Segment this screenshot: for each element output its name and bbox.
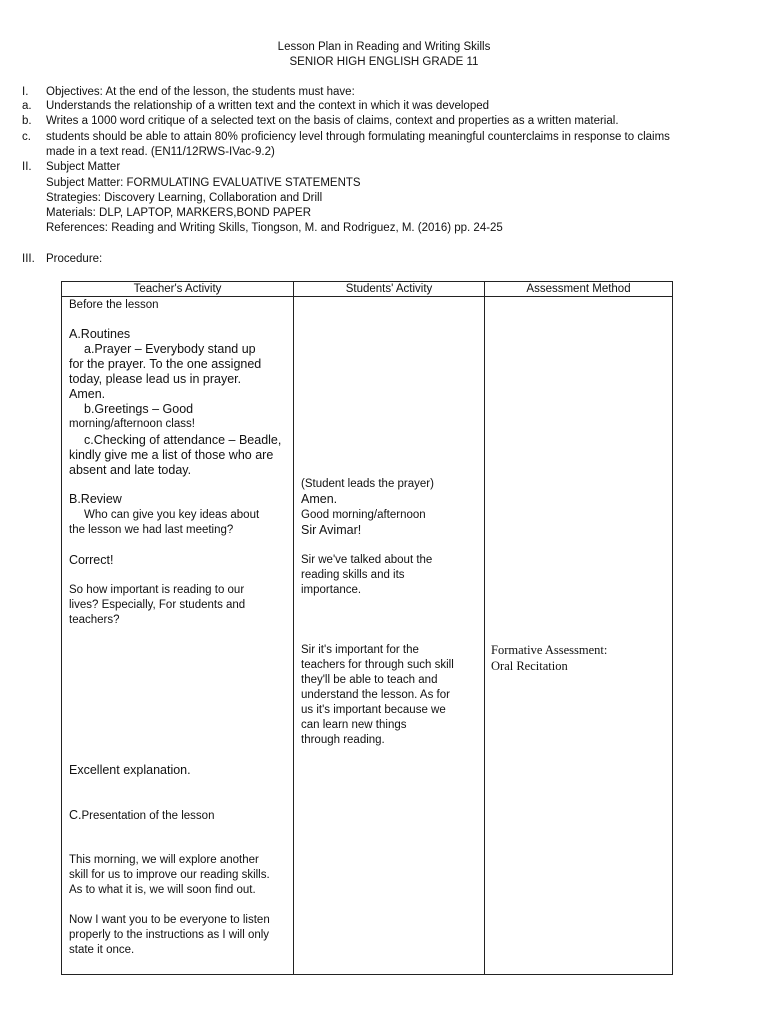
exploration-line: As to what it is, we will soon find out.: [69, 884, 256, 896]
column-header-teacher: Teacher's Activity: [62, 282, 294, 297]
table-header-row: [62, 282, 673, 297]
section-number-procedure: III.: [22, 253, 35, 265]
objective-c: students should be able to attain 80% proficiency level through formulating meaningful counterclaims in response to claims: [46, 131, 670, 143]
student-response-line: Amen.: [301, 492, 338, 506]
student-response-line: (Student leads the prayer): [301, 478, 434, 490]
exploration-line: skill for us to improve our reading skills.: [69, 869, 270, 881]
student-response-line: understand the lesson. As for: [301, 689, 450, 701]
references-line: References: Reading and Writing Skills, Tiongson, M. and Rodriguez, M. (2016) pp. 24-25: [46, 222, 503, 234]
prayer-line: Amen.: [69, 387, 106, 401]
attendance-line: kindly give me a list of those who are: [69, 448, 274, 462]
objective-b: Writes a 1000 word critique of a selected text on the basis of claims, context and properties as a written material.: [46, 115, 619, 127]
student-response-line: importance.: [301, 584, 362, 596]
excellent-text: Excellent explanation.: [69, 763, 191, 777]
student-response-line: teachers for through such skill: [301, 659, 454, 671]
assessment-method-cell: [485, 297, 673, 975]
importance-question-line: lives? Especially, For students and: [69, 599, 246, 611]
objective-marker-b: b.: [22, 115, 32, 127]
column-header-students: Students' Activity: [294, 282, 485, 297]
student-response-line: Sir it's important for the: [301, 644, 419, 656]
before-lesson-label: Before the lesson: [69, 299, 159, 311]
presentation-heading: C.Presentation of the lesson: [69, 808, 215, 822]
correct-text: Correct!: [69, 553, 114, 567]
greetings-line: b.Greetings – Good: [84, 402, 194, 416]
prayer-line: today, please lead us in prayer.: [69, 372, 242, 386]
students-activity-cell: [294, 297, 485, 975]
materials-line: Materials: DLP, LAPTOP, MARKERS,BOND PAPER: [46, 207, 312, 219]
column-header-assessment: Assessment Method: [485, 282, 673, 297]
student-response-line: us it's important because we: [301, 704, 446, 716]
procedure-heading: Procedure:: [46, 253, 103, 265]
student-response-line: Good morning/afternoon: [301, 509, 426, 521]
student-response-line: they'll be able to teach and: [301, 674, 438, 686]
prayer-line: a.Prayer – Everybody stand up: [84, 342, 256, 356]
objectives-heading: Objectives: At the end of the lesson, the students must have:: [46, 86, 355, 98]
subject-heading: Subject Matter: [46, 161, 121, 173]
document-title: Lesson Plan in Reading and Writing Skills: [277, 41, 491, 53]
instruction-line: Now I want you to be everyone to listen: [69, 914, 270, 926]
instruction-line: state it once.: [69, 944, 135, 956]
objective-a: Understands the relationship of a written text and the context in which it was developed: [46, 100, 490, 112]
importance-question-line: teachers?: [69, 614, 120, 626]
student-response-line: can learn new things: [301, 719, 407, 731]
routines-heading: A.Routines: [69, 327, 131, 341]
greetings-line: morning/afternoon class!: [69, 418, 195, 430]
student-response-line: Sir Avimar!: [301, 523, 362, 537]
subject-line: Subject Matter: FORMULATING EVALUATIVE STATEMENTS: [46, 177, 361, 189]
strategies-line: Strategies: Discovery Learning, Collaboration and Drill: [46, 192, 323, 204]
objective-marker-a: a.: [22, 100, 32, 112]
assessment-type: Formative Assessment:: [491, 643, 608, 657]
attendance-line: absent and late today.: [69, 463, 192, 477]
presentation-heading-label: Presentation of the lesson: [81, 810, 215, 822]
section-number-objectives: I.: [22, 86, 29, 98]
assessment-method: Oral Recitation: [491, 659, 568, 673]
review-line: the lesson we had last meeting?: [69, 524, 234, 536]
student-response-line: reading skills and its: [301, 569, 405, 581]
document-subtitle: SENIOR HIGH ENGLISH GRADE 11: [289, 56, 479, 68]
importance-question-line: So how important is reading to our: [69, 584, 245, 596]
table-row: [62, 297, 673, 975]
exploration-line: This morning, we will explore another: [69, 854, 259, 866]
attendance-line: c.Checking of attendance – Beadle,: [84, 433, 282, 447]
review-line: Who can give you key ideas about: [84, 509, 260, 521]
review-heading: B.Review: [69, 492, 122, 506]
prayer-line: for the prayer. To the one assigned: [69, 357, 262, 371]
section-number-subject: II.: [22, 161, 32, 173]
student-response-line: Sir we've talked about the: [301, 554, 433, 566]
teacher-activity-cell: [62, 297, 294, 975]
student-response-line: through reading.: [301, 734, 385, 746]
objective-marker-c: c.: [22, 131, 31, 143]
procedure-table: [61, 281, 673, 975]
instruction-line: properly to the instructions as I will only: [69, 929, 270, 941]
objective-c-continued: made in a text read. (EN11/12RWS-IVac-9.2): [46, 146, 275, 158]
